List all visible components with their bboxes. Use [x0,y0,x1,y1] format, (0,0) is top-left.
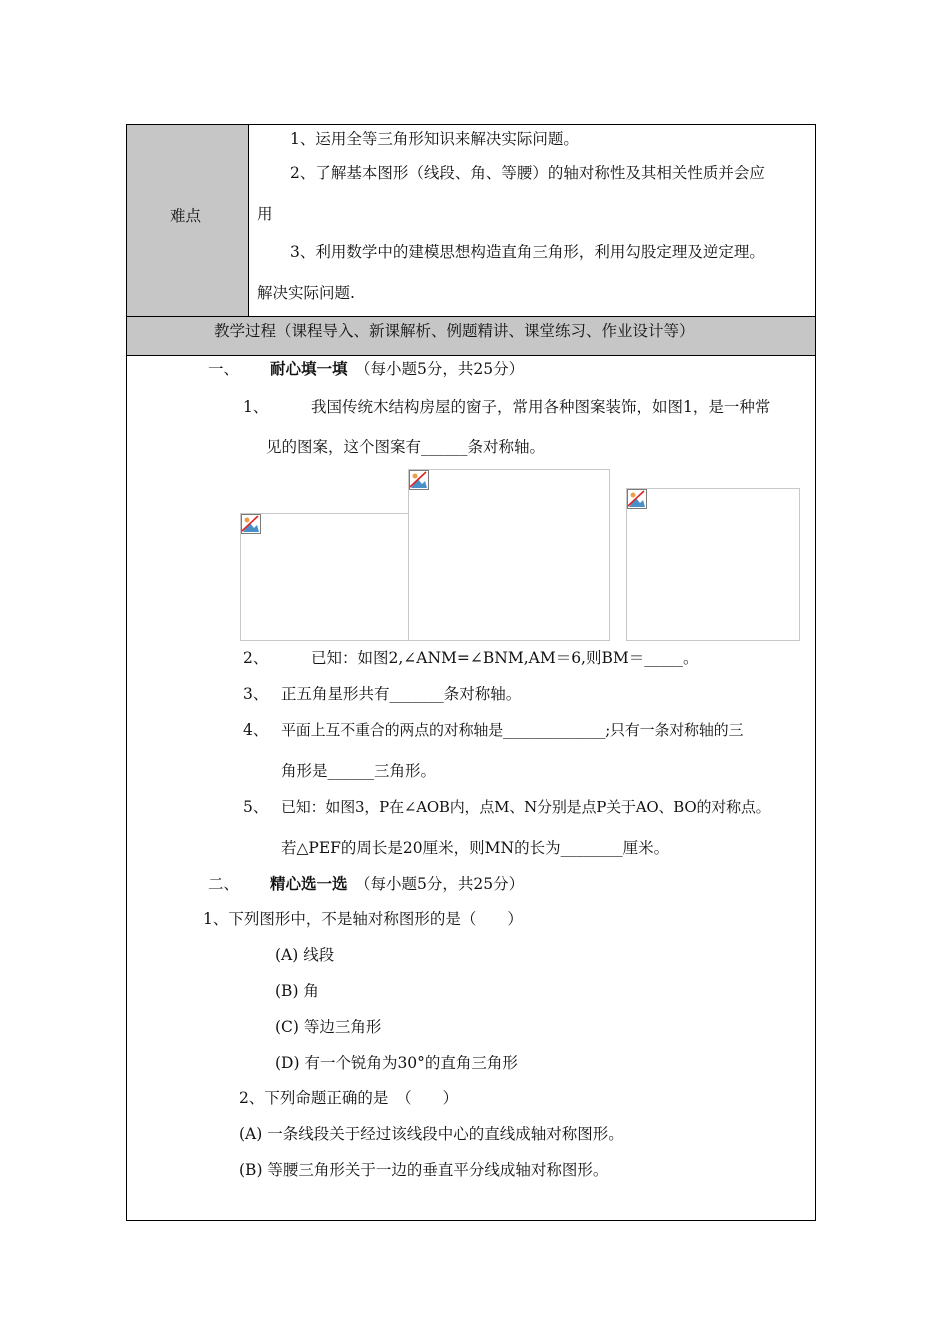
s2-q1-option-d: (D) 有一个锐角为30°的直角三角形 [275,1054,518,1072]
difficulty-item-1: 1、运用全等三角形知识来解决实际问题。 [290,130,579,148]
s2-q2: 2、下列命题正确的是 （ ） [239,1089,459,1107]
figure-1-frame [240,513,409,641]
s2-q1-option-b: (B) 角 [275,982,319,1000]
section1-note: （每小题5分，共25分） [355,360,525,378]
s1-q5-line1: 已知：如图3，P在∠AOB内，点M、N分别是点P关于AO、BO的对称点。 [281,798,771,816]
s1-q4-line2: 角形是______三角形。 [281,762,437,780]
broken-image-icon [409,470,429,490]
s2-q1: 1、下列图形中，不是轴对称图形的是（ ） [203,910,523,928]
s2-q1-option-c: (C) 等边三角形 [275,1018,382,1036]
row-divider-2 [127,355,815,356]
s2-q2-option-b: (B) 等腰三角形关于一边的垂直平分线成轴对称图形。 [239,1161,609,1179]
section1-title: 耐心填一填 [270,360,348,378]
section2-title: 精心选一选 [270,875,348,893]
section2-note: （每小题5分，共25分） [355,875,525,893]
difficulty-item-3: 3、利用数学中的建模思想构造直角三角形，利用勾股定理及逆定理。 [290,243,765,261]
s1-q1-line2: 见的图案，这个图案有______条对称轴。 [266,438,546,456]
process-header: 教学过程（课程导入、新课解析、例题精讲、课堂练习、作业设计等） [214,322,695,340]
s2-q2-option-a: (A) 一条线段关于经过该线段中心的直线成轴对称图形。 [239,1125,624,1143]
difficulty-label: 难点 [170,207,202,225]
section2-number: 二、 [208,875,240,893]
s1-q5-line2: 若△PEF的周长是20厘米，则MN的长为________厘米。 [281,839,670,857]
difficulty-item-3-cont: 解决实际问题. [257,284,355,302]
s1-q4-number: 4、 [243,721,269,739]
s1-q5-number: 5、 [243,798,269,816]
s1-q1-number: 1、 [243,398,269,416]
s1-q4-line1: 平面上互不重合的两点的对称轴是______________;只有一条对称轴的三 [281,721,744,739]
s1-q2: 已知：如图2,∠ANM=∠BNM,AM＝6,则BM＝_____。 [311,649,699,667]
s1-q3-number: 3、 [243,685,269,703]
difficulty-item-2-cont: 用 [257,205,273,223]
s2-q1-option-a: (A) 线段 [275,946,335,964]
section1-number: 一、 [208,360,240,378]
s1-q1-line1: 我国传统木结构房屋的窗子，常用各种图案装饰，如图1，是一种常 [311,398,771,416]
broken-image-icon [627,489,647,509]
figure-2-frame [408,469,610,641]
s1-q3: 正五角星形共有_______条对称轴。 [281,685,522,703]
figure-3-frame [626,488,800,641]
broken-image-icon [241,514,261,534]
difficulty-divider [248,125,249,316]
difficulty-item-2: 2、了解基本图形（线段、角、等腰）的轴对称性及其相关性质并会应 [290,164,765,182]
s1-q2-number: 2、 [243,649,269,667]
